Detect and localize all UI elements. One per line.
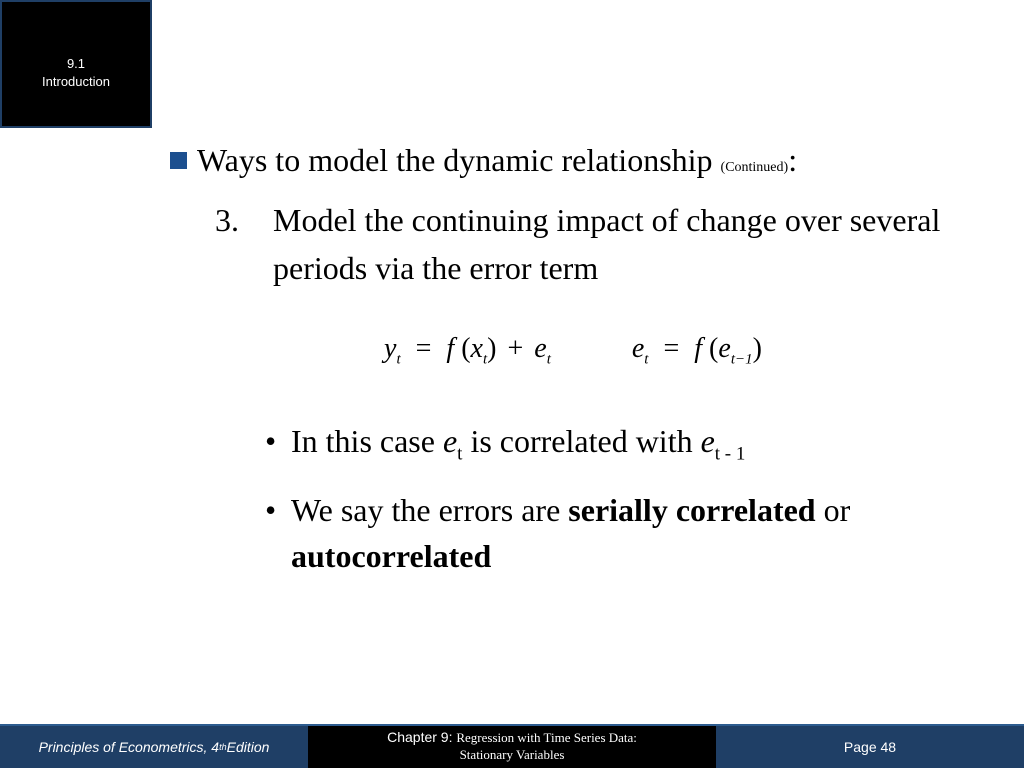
equation-left: $y_t = f$ $(x_t) + e_t$ [384,333,551,368]
main-bullet [170,140,797,188]
section-title: Introduction [42,74,110,89]
sub-bullet-list [265,418,1005,589]
chapter-title-line1: Regression with Time Series Data: [456,730,637,745]
bullet-dot-icon: • [265,492,277,529]
heading-colon: : [788,142,798,178]
sub-bullet-1: • In this case $e_t$ is correlated with $e_{t - 1}$ [265,418,1005,477]
chapter-label: Chapter 9: [387,729,453,745]
item-text: Model the continuing impact of change over several periods via the error term [273,202,941,286]
footer-chapter [308,724,716,768]
main-bullet-text: Ways to model the dynamic relationship [197,142,713,178]
bullet-dot-icon: • [265,423,277,459]
sub-bullet-2: • We say the errors are serially correlated or autocorrelated [265,487,1005,579]
footer [0,724,1024,768]
footer-page-number: Page 48 [716,724,1024,768]
section-number: 9.1 [66,56,86,71]
footer-book-title: Principles of Econometrics, 4 th Edition [0,724,308,768]
chapter-title-line2: Stationary Variables [459,747,565,762]
square-bullet-icon [170,152,187,169]
continued-note: (Continued) [720,160,789,175]
item-number: 3. [215,202,239,238]
equation-right: $e_t = f$ $(e_{t-1})$ [631,333,762,368]
equation [384,333,762,369]
